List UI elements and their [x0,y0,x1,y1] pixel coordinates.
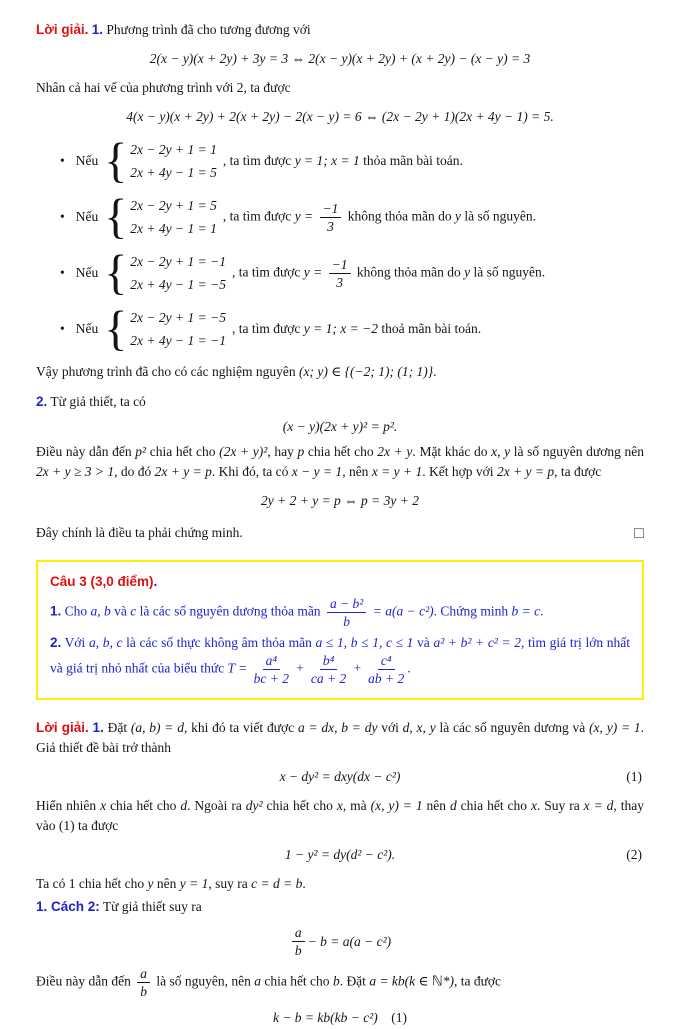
case-lead: Nếu [75,265,99,280]
bullet-icon: • [60,209,65,224]
case-item-2 [60,189,644,244]
question-3-title: Câu 3 (3,0 điểm). [50,574,158,589]
system-line: 2x + 4y − 1 = −1 [130,333,226,348]
solution1-heading: Lời giải. 1. Phương trình đã cho tương đương với [36,22,311,37]
paragraph-dieu-nay: Điều này dẫn đến $\frac{a}{b}$ là số nguyên, nên a chia hết cho b. Đặt a = kb(k ∈ ℕ*), ta được [36,966,502,999]
paragraph-multiply-by-2: Nhân cả hai vế của phương trình với 2, ta được [36,80,291,95]
question-3-box [36,560,644,700]
case-result: , ta tìm được y = $\frac{-1}{3}$ không thỏa mãn do y là số nguyên. [231,256,546,290]
equation-number: (2) [626,847,642,862]
equation-system [104,301,226,356]
system-line: 2x − 2y + 1 = −1 [130,254,226,269]
left-brace-icon: { [104,301,128,356]
left-brace-icon: { [104,189,128,244]
case-item-1 [60,133,644,188]
system-line: 2x + 4y − 1 = 5 [130,165,217,180]
equation-k-b: k − b = kb(kb − c²) (1) [272,1010,408,1025]
system-line: 2x − 2y + 1 = −5 [130,310,226,325]
equation-p-squared: (x − y)(2x + y)² = p². [282,419,398,434]
equation-transform-2: 4(x − y)(x + 2y) + 2(x + 2y) − 2(x − y) = 6 ⇔ (2x − 2y + 1)(2x + 4y − 1) = 5. [126,109,554,124]
paragraph-ta-co: Ta có 1 chia hết cho y nên y = 1, suy ra c = d = b. [36,876,306,891]
system-line: 2x − 2y + 1 = 5 [130,198,217,213]
bullet-icon: • [60,153,65,168]
equation-number: (1) [626,769,642,784]
case-item-4 [60,301,644,356]
equation-p-3y2: 2y + 2 + y = p ⇔ p = 3y + 2 [260,493,420,508]
question-3-item-1: 1. Cho a, b và c là các số nguyên dương thỏa mãn $\frac{\text{a − b²}}{b}$ = a(a − c²). Chứng minh b = c. [50,596,544,629]
case-lead: Nếu [75,321,99,336]
cach2-heading: 1. Cách 2: Từ giả thiết suy ra [36,899,202,914]
equation-transform-1: 2(x − y)(x + 2y) + 3y = 3 ⇔ 2(x − y)(x + 2y) + (x + 2y) − (x − y) = 3 [149,51,531,66]
case-result: , ta tìm được y = $\frac{-1}{3}$ không thỏa mãn do y là số nguyên. [222,200,537,234]
qed-square-icon [634,528,644,538]
system-line: 2x + 4y − 1 = 1 [130,221,217,236]
left-brace-icon: { [104,133,128,188]
bullet-icon: • [60,321,65,336]
case-lead: Nếu [75,153,99,168]
bullet-icon: • [60,265,65,280]
case-result: , ta tìm được y = 1; x = 1 thỏa mãn bài toán. [222,153,463,168]
equation-numbered-1 [36,766,644,788]
left-brace-icon: { [104,245,128,300]
equation-system [104,133,217,188]
case-item-3 [60,245,644,300]
equation-system [104,245,226,300]
equation-body: x − dy² = dxy(dx − c²) [279,769,401,784]
closing-statement: Đây chính là điều ta phải chứng minh. [36,525,243,540]
system-line: 2x − 2y + 1 = 1 [130,142,217,157]
system-line: 2x + 4y − 1 = −5 [130,277,226,292]
case-result: , ta tìm được y = 1; x = −2 thoả mãn bài toán. [231,321,482,336]
question-3-item-2: 2. Với a, b, c là các số thực không âm thỏa mãn a ≤ 1, b ≤ 1, c ≤ 1 và a² + b² + c² = 2, tìm giá trị lớn nhất và giá trị nhỏ nhất của biểu thức T = $\frac{\text{a⁴}}{bc + 2}$ + $\frac{\text{b⁴}}{ca + 2}$ + $\frac{\text{c⁴}}{ab + 2}$ . [50,635,630,686]
solution2-heading: Lời giải. 1. Đặt (a, b) = d, khi đó ta viết được a = dx, b = dy với d, x, y là các số nguyên dương và (x, y) = 1. Giả thiết đề bài trở thành [36,720,644,755]
paragraph-hien-nhien: Hiển nhiên x chia hết cho d. Ngoài ra dy² chia hết cho x, mà (x, y) = 1 nên d chia hết cho x. Suy ra x = d, thay vào (1) ta được [36,798,644,833]
part2-heading: 2. Từ giả thiết, ta có [36,394,146,409]
equation-numbered-2 [36,844,644,866]
equation-system [104,189,217,244]
closing-row [36,520,644,546]
equation-a-over-b: $\frac{a}{b}$ − b = a(a − c²) [36,925,644,958]
paragraph-divisibility: Điều này dẫn đến p² chia hết cho (2x + y)², hay p chia hết cho 2x + y. Mặt khác do x, y là số nguyên dương nên 2x + y ≥ 3 > 1, do đó 2x + y = p. Khi đó, ta có x − y = 1, nên x = y + 1. Kết hợp với 2x + y = p, ta được [36,444,645,479]
case-lead: Nếu [75,209,99,224]
equation-body: 1 − y² = dy(d² − c²). [284,847,396,862]
conclusion-part1: Vậy phương trình đã cho có các nghiệm nguyên (x; y) ∈ {(−2; 1); (1; 1)}. [36,364,437,379]
